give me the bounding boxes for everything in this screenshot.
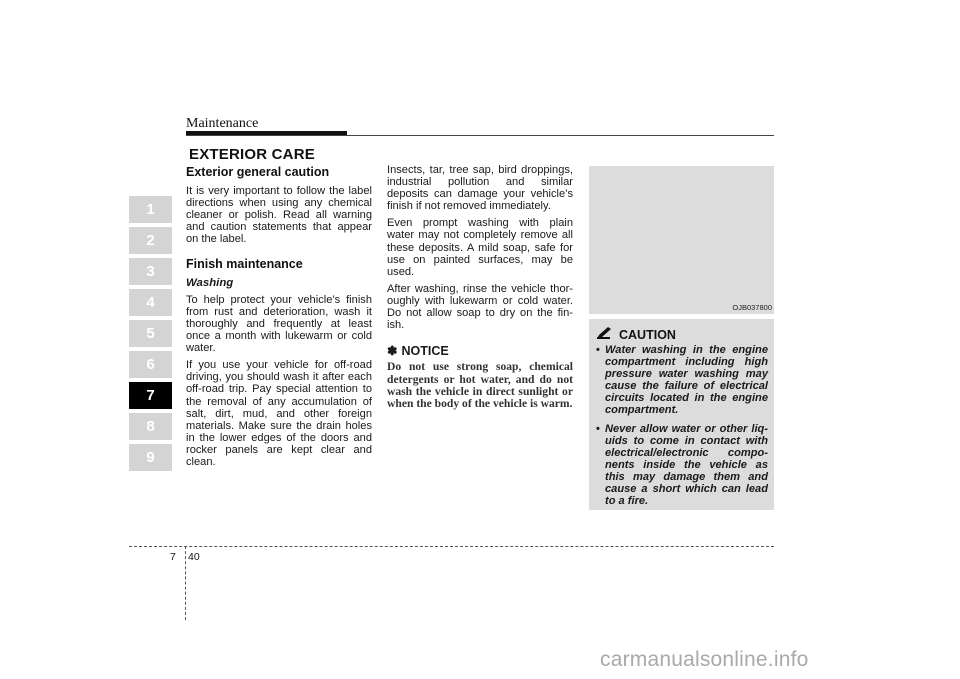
chapter-tab-1[interactable]: 1 xyxy=(129,196,172,223)
caution-box xyxy=(589,319,774,510)
chapter-tab-2[interactable]: 2 xyxy=(129,227,172,254)
paragraph: It is very important to follow the label directions when using any chemical cleaner or polish. Read all warning and caution statements that appear on the label. xyxy=(186,185,372,246)
section-title: EXTERIOR CARE xyxy=(189,146,315,163)
chapter-tab-3[interactable]: 3 xyxy=(129,258,172,285)
caution-title: CAUTION xyxy=(619,327,676,342)
bullet-icon: • xyxy=(596,344,600,356)
header-rule xyxy=(186,135,774,136)
page-chapter-number: 7 xyxy=(170,551,176,563)
chapter-tab-8[interactable]: 8 xyxy=(129,413,172,440)
running-header: Maintenance xyxy=(186,116,259,131)
watermark: carmanualsonline.info xyxy=(600,648,809,671)
notice-heading xyxy=(387,345,573,357)
paragraph: Insects, tar, tree sap, bird droppings, industrial pollution and similar deposits can damage your vehicle’s finish if not removed immediately. xyxy=(387,164,573,213)
notice-body: Do not use strong soap, chemical detergents or hot water, and do not wash the vehicle in direct sunlight or when the body of the vehicle is warm. xyxy=(387,360,573,410)
caution-heading xyxy=(597,327,676,342)
notice-icon: ✽ xyxy=(387,344,398,359)
chapter-tab-5[interactable]: 5 xyxy=(129,320,172,347)
footer-rule xyxy=(129,546,774,547)
bullet-icon: • xyxy=(596,422,600,435)
notice-title: NOTICE xyxy=(401,344,449,359)
subheading-washing: Washing xyxy=(186,276,234,289)
figure-code: OJB037800 xyxy=(732,303,772,312)
chapter-tab-6[interactable]: 6 xyxy=(129,351,172,378)
heading-finish-maintenance: Finish maintenance xyxy=(186,256,303,271)
paragraph: Even prompt washing with plain water may not completely remove all these deposits. A mild soap, safe for use on painted surfaces, may be used. xyxy=(387,217,573,278)
paragraph: If you use your vehicle for off-road driving, you should wash it after each off-road trip. Pay special attention to the removal of any accumulation of salt, dirt, mud, and other foreign materials. Make sure the drain holes in the lower edges of the doors and rocker panels are kept clear and clean. xyxy=(186,359,372,468)
chapter-tab-9[interactable]: 9 xyxy=(129,444,172,471)
page-number: 40 xyxy=(188,551,200,563)
chapter-tab-4[interactable]: 4 xyxy=(129,289,172,316)
text-column-left xyxy=(186,164,372,473)
caution-item: • Never allow water or other liq-uids to come in contact with electrical/electronic compo-nents inside the vehicle as this may damage them and cause a short which can lead to a fire. xyxy=(596,422,768,508)
caution-item: • Water washing in the engine compartment including high pressure water washing may cause the failure of electrical circuits located in the engine compartment. xyxy=(596,344,768,417)
caution-list xyxy=(595,344,768,513)
caution-pencil-icon xyxy=(597,327,613,342)
illustration-placeholder xyxy=(589,166,774,314)
paragraph: After washing, rinse the vehicle thor-oughly with lukewarm or cold water. Do not allow soap to dry on the fin-ish. xyxy=(387,282,573,332)
heading-exterior-general-caution: Exterior general caution xyxy=(186,165,330,179)
chapter-tab-7-active[interactable]: 7 xyxy=(129,382,172,409)
chapter-tabs xyxy=(129,196,172,475)
paragraph: To help protect your vehicle’s finish from rust and deterioration, wash it thoroughly and frequently at least once a month with lukewarm or cold water. xyxy=(186,293,372,355)
footer-divider xyxy=(185,546,186,620)
text-column-middle xyxy=(387,164,573,410)
